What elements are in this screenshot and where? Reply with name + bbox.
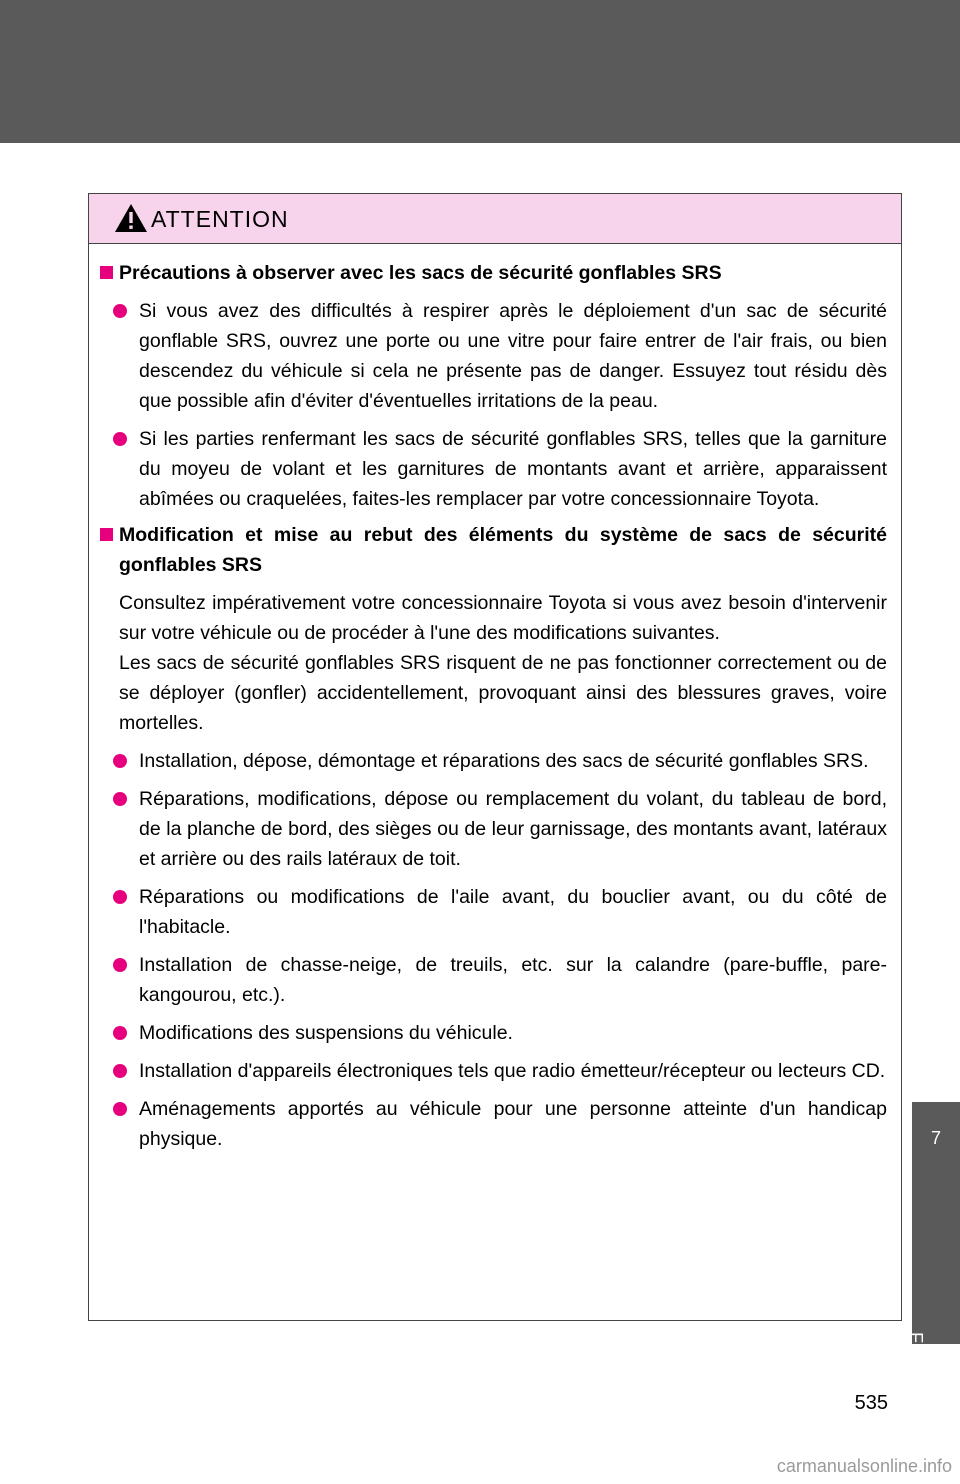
list-item-text: Aménagements apportés au véhicule pour une personne atteinte d'un handicap physique.	[139, 1098, 887, 1150]
section-title-text: Précautions à observer avec les sacs de sécurité gonflables SRS	[119, 262, 722, 284]
list-item	[139, 1056, 887, 1086]
round-bullet-icon	[113, 304, 127, 318]
round-bullet-icon	[113, 958, 127, 972]
round-bullet-icon	[113, 432, 127, 446]
round-bullet-icon	[113, 754, 127, 768]
list-item-text: Installation d'appareils électroniques tels que radio émetteur/récepteur ou lecteurs CD.	[139, 1060, 886, 1082]
list-item	[139, 950, 887, 1010]
square-bullet-icon	[100, 266, 113, 279]
list-item-text: Réparations ou modifications de l'aile avant, du bouclier avant, ou du côté de l'habitacle.	[139, 886, 887, 938]
attention-body	[89, 252, 901, 1154]
list-item	[139, 882, 887, 942]
list-item	[139, 424, 887, 514]
list-item-text: Réparations, modifications, dépose ou remplacement du volant, du tableau de bord, de la planche de bord, des sièges ou de leur garnissage, des montants avant, latéraux et arrière ou des rails latéraux de toit.	[139, 788, 887, 870]
attention-box	[88, 193, 902, 1321]
list-item-text: Installation, dépose, démontage et réparations des sacs de sécurité gonflables SRS.	[139, 750, 869, 772]
list-item	[139, 1018, 887, 1048]
round-bullet-icon	[113, 1026, 127, 1040]
list-item	[139, 746, 887, 776]
round-bullet-icon	[113, 1064, 127, 1078]
list-item	[139, 296, 887, 416]
paragraph-text: Consultez impérativement votre concessionnaire Toyota si vous avez besoin d'intervenir sur votre véhicule ou de procéder à l'une des modifications suivantes.	[119, 592, 887, 644]
list-item	[139, 784, 887, 874]
section-title	[89, 258, 887, 288]
list-item-text: Si vous avez des difficultés à respirer après le déploiement d'un sac de sécurité gonflable SRS, ouvrez une porte ou une vitre pour faire entrer de l'air frais, ou bien descendez du véhicule si cela ne présente pas de danger. Essuyez tout résidu dès que possible afin d'éviter d'éventuelles irritations de la peau.	[139, 300, 887, 412]
list-item	[139, 1094, 887, 1154]
attention-header	[89, 194, 901, 244]
list-item-text: Installation de chasse-neige, de treuils, etc. sur la calandre (pare-buffle, pare-kangourou, etc.).	[139, 954, 887, 1006]
page-number: 535	[854, 1392, 888, 1414]
round-bullet-icon	[113, 890, 127, 904]
chapter-number: 7	[930, 1128, 941, 1148]
watermark: carmanualsonline.info	[776, 1456, 952, 1476]
list-item-text: Si les parties renfermant les sacs de sécurité gonflables SRS, telles que la garniture du moyeu de volant et les garnitures de montants avant et arrière, apparaissent abîmées ou craquelées, faites-les remplacer par votre concessionnaire Toyota.	[139, 428, 887, 510]
chapter-tab	[906, 1102, 960, 1433]
round-bullet-icon	[113, 792, 127, 806]
square-bullet-icon	[100, 528, 113, 541]
section-title-text: Modification et mise au rebut des éléments du système de sacs de sécurité gonflables SRS	[119, 524, 887, 576]
round-bullet-icon	[113, 1102, 127, 1116]
section-title	[89, 520, 887, 580]
chapter-label: For owners	[906, 1332, 926, 1433]
attention-title: ATTENTION	[151, 206, 289, 232]
top-header-band	[0, 0, 960, 143]
list-item-text: Modifications des suspensions du véhicule.	[139, 1022, 513, 1044]
paragraph-text: Les sacs de sécurité gonflables SRS risquent de ne pas fonctionner correctement ou de se déployer (gonfler) accidentellement, provoquant ainsi des blessures graves, voire mortelles.	[119, 652, 887, 734]
paragraph	[119, 588, 887, 738]
warning-triangle-icon	[114, 203, 148, 233]
